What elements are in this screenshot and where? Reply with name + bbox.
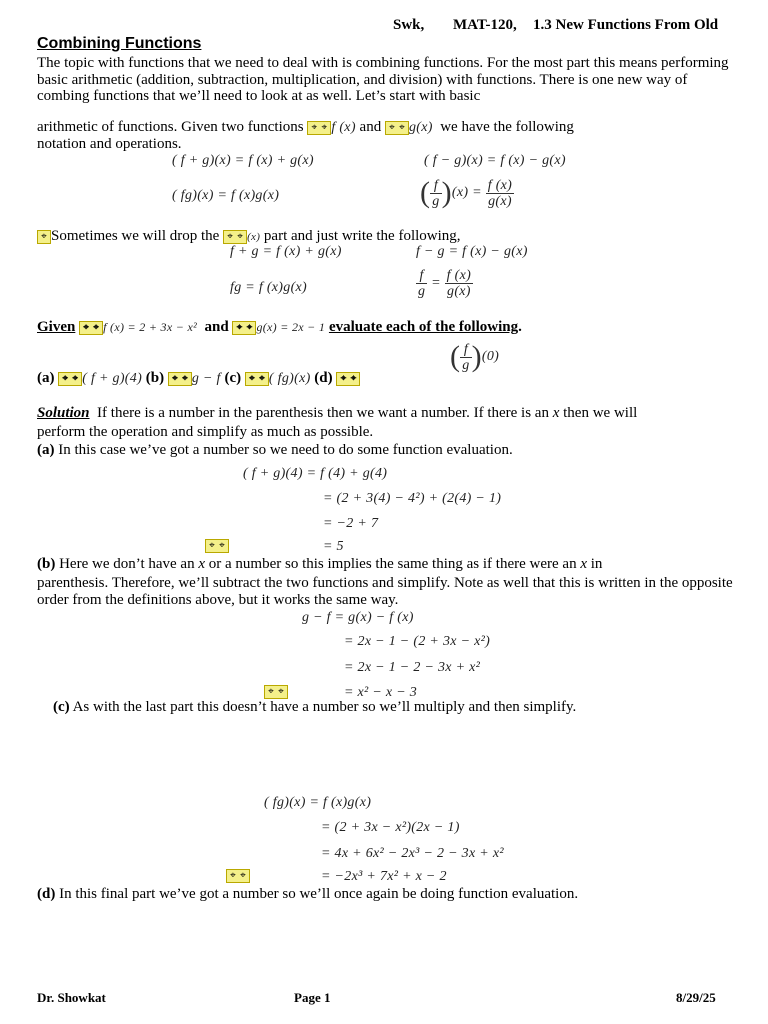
part-a-line-1: ( f + g)(4) = f (4) + g(4) <box>243 466 388 481</box>
part-d-text: (d) In this final part we’ve got a number so we’ll once again be doing function evaluation. <box>37 886 579 902</box>
part-b-line-1: g − f = g(x) − f (x) <box>302 610 414 625</box>
equation-object-icon: ⌖ ⌖ <box>226 867 250 885</box>
drop-diff: f − g = f (x) − g(x) <box>416 244 528 259</box>
footer-page: Page 1 <box>294 990 331 1005</box>
equation-object-icon: ⌖ ⌖ <box>307 121 331 135</box>
def-diff: ( f − g)(x) = f (x) − g(x) <box>424 153 566 168</box>
header-course: MAT-120, <box>453 17 517 33</box>
def-sum: ( f + g)(x) = f (x) + g(x) <box>172 153 314 168</box>
g-of-x: g(x) <box>408 120 433 135</box>
part-c-line-4: = −2x³ + 7x² + x − 2 <box>321 869 447 884</box>
footer-author: Dr. Showkat <box>37 990 106 1005</box>
intro-paragraph: The topic with functions that we need to deal with is combining functions. For the most part this means performing basic arithmetic (addition, subtraction, multiplication, and division) with functions. There is one new way of combing functions that we’ll need to look at as well. Let’s start with basic <box>37 55 729 104</box>
drop-product: fg = f (x)g(x) <box>230 280 308 295</box>
part-d-expr: ( $\frac{f}{g}$ )(0) <box>450 340 500 373</box>
solution-intro: Solution If there is a number in the parenthesis then we want a number. If there is an x then we will <box>37 405 638 421</box>
equation-object-icon: ⌖ ⌖ <box>223 230 247 244</box>
equation-object-icon: ⌖ ⌖ <box>168 372 192 386</box>
def-quotient: ( $\frac{f}{g}$ )(x) = $\frac{f (x)}{g(x)}$ <box>420 176 513 209</box>
equation-object-icon: ⌖ ⌖ <box>205 537 229 555</box>
equation-object-icon: ⌖ ⌖ <box>264 683 288 701</box>
parts-line: (a) ⌖ ⌖ ( f + g)(4) (b) ⌖ ⌖ g − f (c) ⌖ ⌖ ( fg)(x) (d) ⌖ ⌖ <box>37 370 360 388</box>
f-of-x: f (x) <box>331 120 356 135</box>
equation-object-icon: ⌖ ⌖ <box>232 321 256 335</box>
part-a-line-4: = 5 <box>323 539 344 554</box>
intro-line-3: notation and operations. <box>37 136 182 152</box>
part-c-text: (c) As with the last part this doesn’t have a number so we’ll multiply and then simplify. <box>53 699 577 715</box>
part-c-line-2: = (2 + 3x − x²)(2x − 1) <box>321 820 460 835</box>
part-a-line-3: = −2 + 7 <box>323 516 379 531</box>
def-product: ( fg)(x) = f (x)g(x) <box>172 188 280 203</box>
equation-object-icon: ⌖ ⌖ <box>385 121 409 135</box>
part-b-line-2: = 2x − 1 − (2 + 3x − x²) <box>344 634 491 649</box>
part-b-line-4: = x² − x − 3 <box>344 685 418 700</box>
equation-object-icon: ⌖ ⌖ <box>245 372 269 386</box>
drop-quotient: $\frac{f}{g}$ = $\frac{f (x)}{g(x)}$ <box>418 268 472 299</box>
part-c-line-3: = 4x + 6x² − 2x³ − 2 − 3x + x² <box>321 846 504 861</box>
part-a-line-2: = (2 + 3(4) − 4²) + (2(4) − 1) <box>323 491 502 506</box>
equation-object-icon: ⌖ <box>37 230 51 244</box>
page-title: Combining Functions <box>37 35 202 52</box>
part-b-text-1: (b) Here we don’t have an x or a number so this implies the same thing as if there were an x in <box>37 556 603 572</box>
equation-object-icon: ⌖ ⌖ <box>58 372 82 386</box>
intro-line-2: arithmetic of functions. Given two functions ⌖ ⌖ f (x) and ⌖ ⌖ g(x) we have the following <box>37 119 574 135</box>
solution-intro-2: perform the operation and simplify as much as possible. <box>37 424 374 440</box>
header-section: 1.3 New Functions From Old <box>533 17 719 33</box>
part-b-text-2: parenthesis. Therefore, we’ll subtract the two functions and simplify. Note as well that this is written in the opposite order from the definitions above, but it works the same way. <box>37 575 733 608</box>
footer-date: 8/29/25 <box>676 990 716 1005</box>
header-author: Swk, <box>393 17 425 33</box>
equation-object-icon: ⌖ ⌖ <box>79 321 103 335</box>
part-a-text: (a) In this case we’ve got a number so we need to do some function evaluation. <box>37 442 513 458</box>
drop-sum: f + g = f (x) + g(x) <box>230 244 342 259</box>
part-c-line-1: ( fg)(x) = f (x)g(x) <box>264 795 372 810</box>
given-line: Given ⌖ ⌖ f (x) = 2 + 3x − x² and ⌖ ⌖ g(x) = 2x − 1 evaluate each of the following. <box>37 319 522 335</box>
equation-object-icon: ⌖ ⌖ <box>336 372 360 386</box>
drop-sentence: ⌖ Sometimes we will drop the ⌖ ⌖ (x) part and just write the following, <box>37 228 461 246</box>
part-b-line-3: = 2x − 1 − 2 − 3x + x² <box>344 660 481 675</box>
